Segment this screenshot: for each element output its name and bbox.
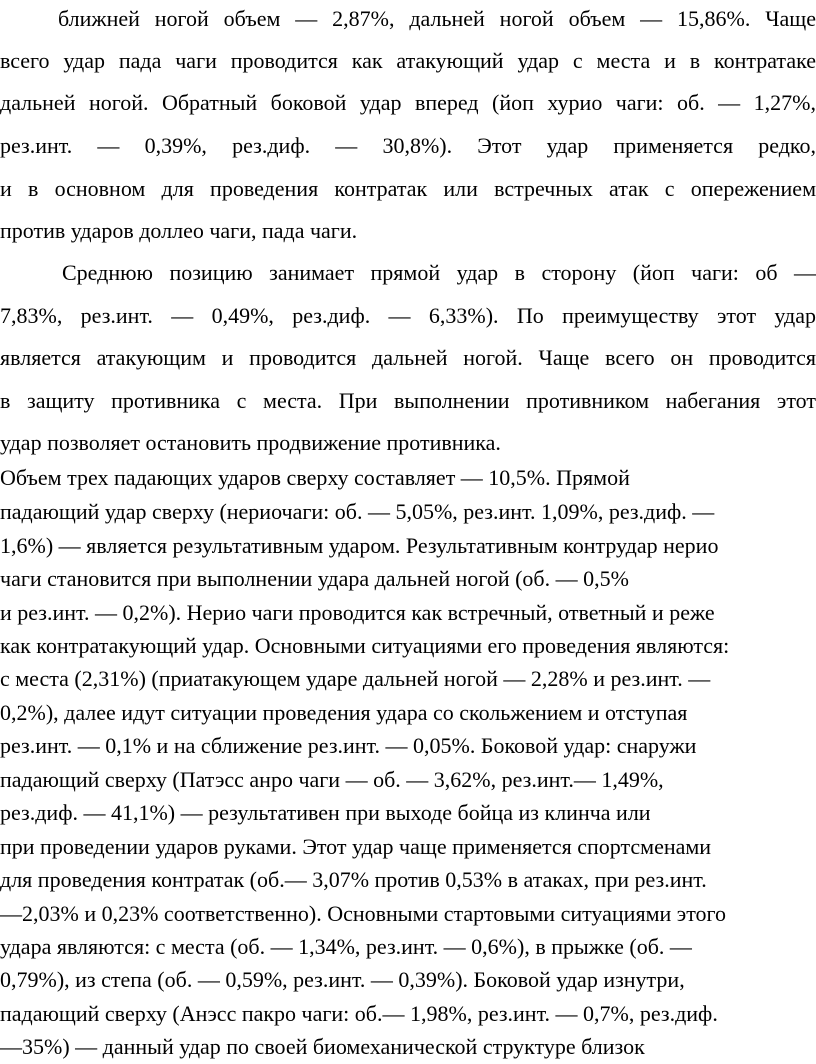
paragraph-3-line-11: рез.диф. — 41,1%) — результативен при выходе бойца из клинча или	[0, 800, 651, 825]
paragraph-3-line-8: 0,2%), далее идут ситуации проведения удара со скольжением и отступая	[0, 700, 688, 725]
paragraph-2-line-5: удар позволяет остановить продвижение противника.	[0, 430, 501, 455]
paragraph-3-line-18: —35%) — данный удар по своей биомеханической структуре близок	[0, 1034, 645, 1059]
paragraph-3-line-13: для проведения контратак (об.— 3,07% против 0,53% в атаках, при рез.инт.	[0, 867, 707, 892]
paragraph-3-line-10: падающий сверху (Патэсс анро чаги — об. — 3,62%, рез.инт.— 1,49%,	[0, 767, 664, 792]
paragraph-3-line-14: —2,03% и 0,23% соответственно). Основными стартовыми ситуациями этого	[0, 901, 727, 926]
paragraph-3-line-7: с места (2,31%) (приатакующем ударе дальней ногой — 2,28% и рез.инт. —	[0, 666, 711, 691]
paragraph-3-line-16: 0,79%), из степа (об. — 0,59%, рез.инт. — 0,39%). Боковой удар изнутри,	[0, 967, 685, 992]
paragraph-1-line-4: рез.инт. — 0,39%, рез.диф. — 30,8%). Этот удар применяется редко,	[0, 133, 816, 158]
paragraph-2-line-3: является атакующим и проводится дальней ногой. Чаще всего он проводится	[0, 345, 816, 370]
paragraph-3-line-17: падающий сверху (Анэсс пакро чаги: об.— 1,98%, рез.инт. — 0,7%, рез.диф.	[0, 1001, 718, 1026]
paragraph-1-line-6: против ударов доллео чаги, пада чаги.	[0, 218, 358, 243]
paragraph-3-line-3: 1,6%) — является результативным ударом. Результативным контрудар нерио	[0, 533, 719, 558]
paragraph-3-line-1: Объем трех падающих ударов сверху составляет — 10,5%. Прямой	[0, 465, 630, 490]
paragraph-3-line-12: при проведении ударов руками. Этот удар чаще применяется спортсменами	[0, 834, 712, 859]
paragraph-2-line-4: в защиту противника с места. При выполнении противником набегания этот	[0, 388, 816, 413]
paragraph-1-line-2: всего удар пада чаги проводится как атакующий удар с места и в контратаке	[0, 48, 816, 73]
paragraph-2-line-2: 7,83%, рез.инт. — 0,49%, рез.диф. — 6,33%). По преимуществу этот удар	[0, 303, 816, 328]
paragraph-3-line-5: и рез.инт. — 0,2%). Нерио чаги проводится как встречный, ответный и реже	[0, 600, 715, 625]
paragraph-1-line-1: ближней ногой объем — 2,87%, дальней ногой объем — 15,86%. Чаще	[58, 6, 816, 31]
paragraph-3-line-4: чаги становится при выполнении удара дальней ногой (об. — 0,5%	[0, 566, 629, 591]
paragraph-1-line-5: и в основном для проведения контратак или встречных атак с опережением	[0, 176, 816, 201]
paragraph-3-line-6: как контратакующий удар. Основными ситуациями его проведения являются:	[0, 633, 730, 658]
paragraph-3-line-2: падающий удар сверху (нериочаги: об. — 5,05%, рез.инт. 1,09%, рез.диф. —	[0, 499, 715, 524]
paragraph-3-line-15: удара являются: с места (об. — 1,34%, рез.инт. — 0,6%), в прыжке (об. —	[0, 934, 692, 959]
paragraph-3-line-9: рез.инт. — 0,1% и на сближение рез.инт. — 0,05%. Боковой удар: снаружи	[0, 733, 697, 758]
paragraph-2-line-1: Среднюю позицию занимает прямой удар в сторону (йоп чаги: об —	[62, 260, 816, 285]
paragraph-1-line-3: дальней ногой. Обратный боковой удар вперед (йоп хурио чаги: об. — 1,27%,	[0, 90, 816, 115]
